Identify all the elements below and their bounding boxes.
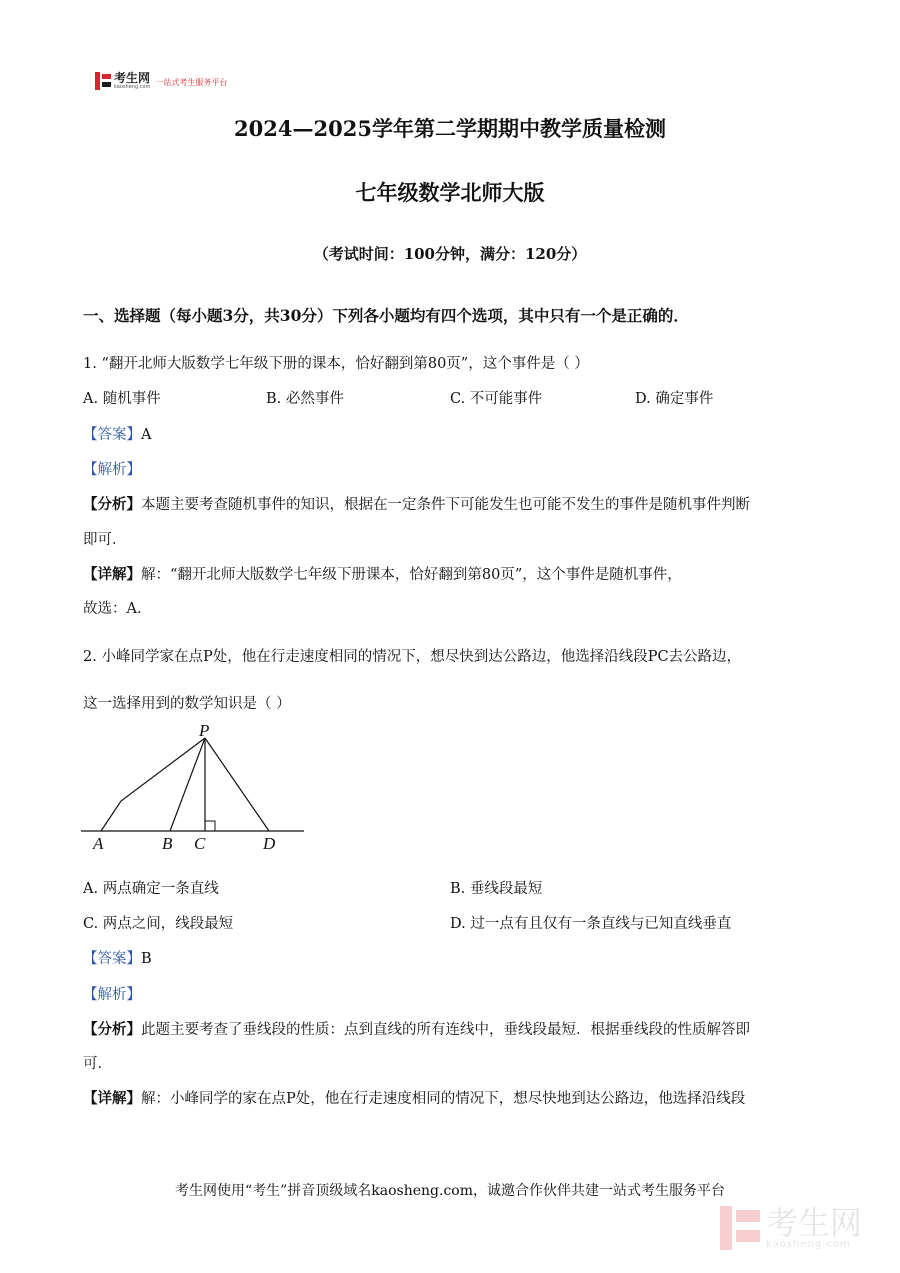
q1-stem: 1. “翻开北师大版数学七年级下册的课本，恰好翻到第80页”，这个事件是（ ） [83,356,589,372]
q1-answer-row [83,423,151,444]
q2-detail-tag: 【详解】 [83,1090,141,1107]
footer-text: 考生网使用“考生”拼音顶级域名kaosheng.com，诚邀合作伙伴共建一站式考生服务平台 [174,1183,726,1199]
q2-answer: B [141,951,152,967]
q2-option-a: A. 两点确定一条直线 [83,881,219,897]
q2-detail-row [83,1087,745,1108]
segment-pd [205,738,269,831]
segment-pb [170,738,205,831]
section-heading: 一、选择题（每小题3分，共30分）下列各小题均有四个选项，其中只有一个是正确的． [83,306,689,325]
label-d: D [263,834,276,853]
q2-geometry-figure [75,715,315,860]
q2-fenxi-cont: 可． [83,1056,112,1072]
label-b: B [162,834,173,853]
q1-fenxi-tag: 【分析】 [83,496,141,513]
exam-title: 2024—2025学年第二学期期中教学质量检测 [234,116,666,141]
q2-detail-text: 解：小峰同学的家在点P处，他在行走速度相同的情况下，想尽快地到达公路边，他选择沿线段 [141,1091,746,1107]
q1-option-d: D. 确定事件 [635,391,714,407]
q2-answer-tag: 【答案】 [83,951,141,967]
q2-option-c: C. 两点之间，线段最短 [83,916,234,932]
watermark-logo-icon [720,1206,760,1250]
logo-slogan: 一站式考生服务平台 [155,78,228,87]
watermark-name: 考生网 [766,1203,863,1242]
q1-option-a: A. 随机事件 [83,391,161,407]
label-a: A [93,834,104,853]
logo-domain: kaosheng.com [114,84,151,90]
q1-fenxi-text: 本题主要考查随机事件的知识，根据在一定条件下可能发生也可能不发生的事件是随机事件判断 [141,497,750,513]
q2-analysis-tag: 【解析】 [83,987,141,1003]
q1-detail-cont: 故选：A． [83,601,152,617]
watermark [720,1203,863,1250]
q2-fenxi-row [83,1018,750,1039]
q1-answer-tag: 【答案】 [83,427,141,443]
q1-detail-tag: 【详解】 [83,566,141,583]
q1-analysis-tag: 【解析】 [83,462,141,478]
kaosheng-logo-icon [95,72,111,90]
watermark-domain: kaosheng.com [766,1238,851,1250]
q2-fenxi-text: 此题主要考查了垂线段的性质：点到直线的所有连线中，垂线段最短．根据垂线段的性质解答即 [141,1022,750,1038]
q1-detail-text: 解：“翻开北师大版数学七年级下册课本，恰好翻到第80页”，这个事件是随机事件， [141,567,682,583]
q2-answer-row [83,947,152,968]
right-angle-mark [205,821,215,831]
logo-name: 考生网 [114,71,151,85]
q1-fenxi-cont: 即可． [83,532,127,548]
q1-option-b: B. 必然事件 [266,391,344,407]
q1-fenxi-row [83,493,750,514]
q1-detail-row [83,563,682,584]
q2-stem-cont: 这一选择用到的数学知识是（ ） [83,696,291,712]
q1-option-c: C. 不可能事件 [450,391,543,407]
q2-option-d: D. 过一点有且仅有一条直线与已知直线垂直 [450,916,732,932]
path-pa [101,738,205,831]
exam-subtitle: 七年级数学北师大版 [355,180,545,205]
q2-fenxi-tag: 【分析】 [83,1021,141,1038]
q1-answer: A [141,427,152,443]
exam-info: （考试时间：100分钟，满分：120分） [313,245,587,263]
q2-stem: 2. 小峰同学家在点P处，他在行走速度相同的情况下，想尽快到达公路边，他选择沿线段PC去公路边， [83,649,742,665]
q2-option-b: B. 垂线段最短 [450,881,543,897]
site-logo [95,72,227,90]
label-c: C [194,834,206,853]
label-p: P [199,721,210,740]
